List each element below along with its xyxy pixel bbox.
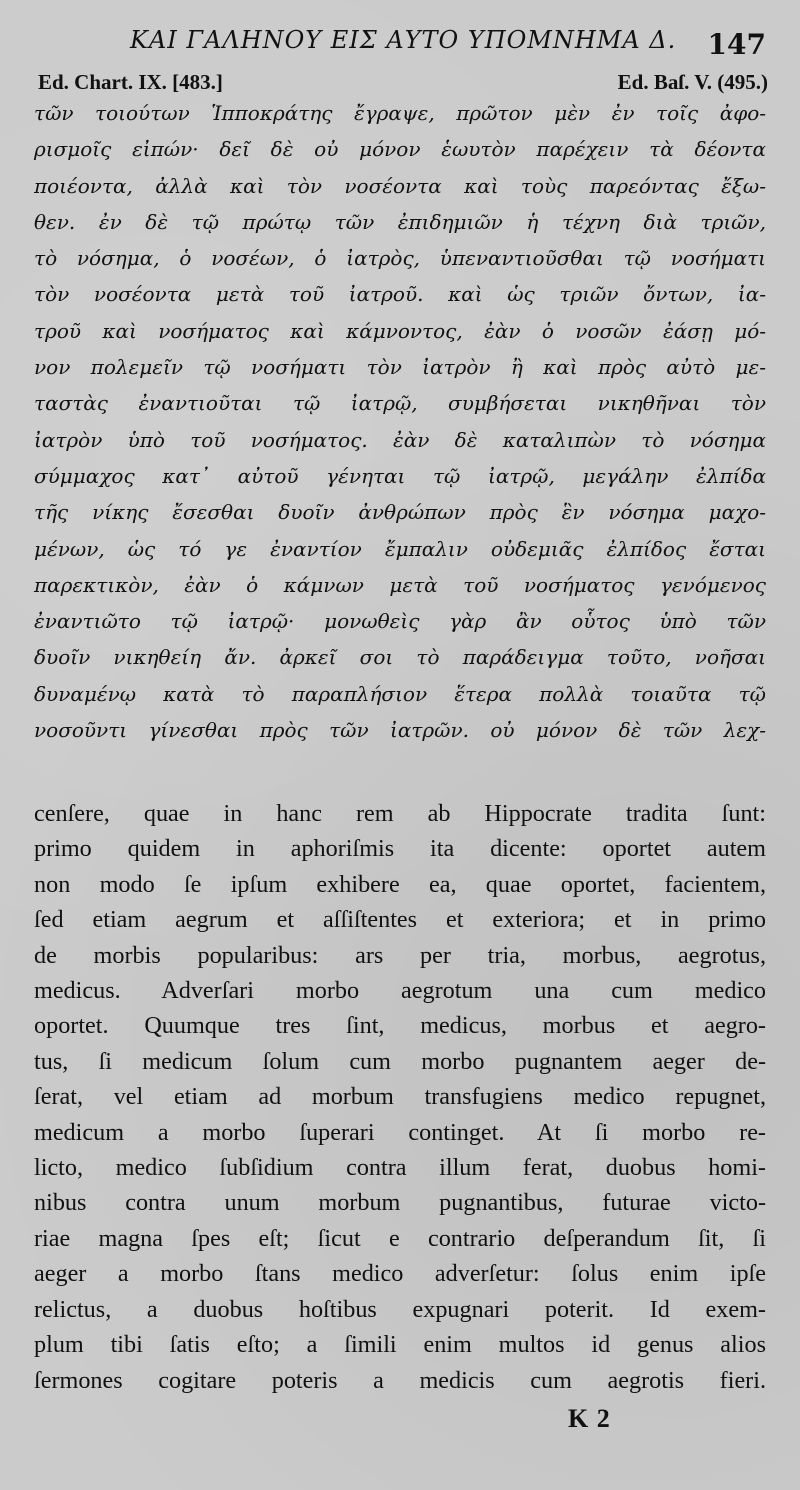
latin-text-line: primo quidem in aphoriſmis ita dicente: oportet autem [34,835,766,863]
latin-text-line: plum tibi ſatis eſto; a ſimili enim multos id genus alios [34,1331,766,1359]
edition-reference-right: Ed. Baſ. V. (495.) [617,70,768,94]
latin-text-line: medicum a morbo ſuperari continget. At ſi morbo re- [34,1118,766,1146]
latin-text-line: medicus. Adverſari morbo aegrotum una cum medico [34,977,766,1005]
latin-text-line: licto, medico ſubſidium contra illum ferat, duobus homi- [34,1154,766,1182]
latin-text-line: relictus, a duobus hoſtibus expugnari poterit. Id exem- [34,1295,766,1323]
greek-text-line: παρεκτικὸν, ἐὰν ὁ κάμνων μετὰ τοῦ νοσήματος γενόμενος [34,572,766,597]
latin-text-block [34,796,766,1398]
greek-text-line: νον πολεμεῖν τῷ νοσήματι τὸν ἰατρὸν ἢ καὶ πρὸς αὐτὸ με- [34,355,766,380]
greek-text-line: ἐναντιῶτο τῷ ἰατρῷ· μονωθεὶς γὰρ ἂν οὗτος ὑπὸ τῶν [34,609,766,634]
edition-reference-left: Ed. Chart. IX. [483.] [38,70,223,94]
greek-text-line: ποιέοντα, ἀλλὰ καὶ τὸν νοσέοντα καὶ τοὺς παρεόντας ἔξω- [34,173,766,198]
greek-text-line: θεν. ἐν δὲ τῷ πρώτῳ τῶν ἐπιδημιῶν ἡ τέχνη διὰ τριῶν, [34,209,766,234]
greek-text-line: μένων, ὡς τό γε ἐναντίον ἔμπαλιν οὐδεμιᾶς ἐλπίδος ἔσται [34,536,766,561]
greek-text-line: δυναμένῳ κατὰ τὸ παραπλήσιον ἕτερα πολλὰ τοιαῦτα τῷ [34,681,766,706]
latin-text-line: aeger a morbo ſtans medico adverſetur: ſolus enim ipſe [34,1260,766,1288]
printer-signature-mark: K 2 [568,1404,611,1433]
greek-text-line: ταστὰς ἐναντιοῦται τῷ ἰατρῷ, συμβήσεται νικηθῆναι τὸν [34,391,766,416]
page-number: 147 [707,28,766,61]
latin-text-line: ſermones cogitare poteris a medicis cum aegrotis fieri. [34,1366,766,1394]
latin-text-line: oportet. Quumque tres ſint, medicus, morbus et aegro- [34,1012,766,1040]
greek-text-line: τῶν τοιούτων Ἱπποκράτης ἔγραψε, πρῶτον μὲν ἐν τοῖς ἀφο- [34,101,766,125]
latin-text-line: ſerat, vel etiam ad morbum transfugiens medico repugnet, [34,1083,766,1111]
latin-text-line: nibus contra unum morbum pugnantibus, futurae victo- [34,1189,766,1217]
latin-text-line: de morbis popularibus: ars per tria, morbus, aegrotus, [34,941,766,969]
latin-text-line: riae magna ſpes eſt; ſicut e contrario deſperandum ſit, ſi [34,1224,766,1252]
latin-text-line: tus, ſi medicum ſolum cum morbo pugnantem aeger de- [34,1047,766,1075]
greek-text-line: σύμμαχος κατ᾽ αὐτοῦ γένηται τῷ ἰατρῷ, μεγάλην ἐλπίδα [34,463,766,488]
greek-text-line: τὸν νοσέοντα μετὰ τοῦ ἰατροῦ. καὶ ὡς τριῶν ὄντων, ἰα- [34,282,766,307]
greek-text-line: νοσοῦντι γίνεσθαι πρὸς τῶν ἰατρῶν. οὐ μόνον δὲ τῶν λεχ- [34,718,766,743]
latin-text-line: non modo ſe ipſum exhibere ea, quae oportet, facientem, [34,870,766,898]
running-title: ΚΑΙ ΓΑΛΗΝΟΥ ΕΙΣ ΑΥΤΟ ΥΠΟΜΝΗΜΑ Δ. [130,26,677,54]
latin-text-line: cenſere, quae in hanc rem ab Hippocrate tradita ſunt: [34,800,766,827]
greek-text-line: ἰατρὸν ὑπὸ τοῦ νοσήματος. ἐὰν δὲ καταλιπὼν τὸ νόσημα [34,427,766,452]
greek-text-line: τῆς νίκης ἔσεσθαι δυοῖν ἀνθρώπων πρὸς ἓν νόσημα μαχο- [34,500,766,525]
greek-text-line: ρισμοῖς εἰπών· δεῖ δὲ οὐ μόνον ἑωυτὸν παρέχειν τὰ δέοντα [34,137,766,162]
greek-text-block [34,95,766,748]
latin-text-line: ſed etiam aegrum et aſſiſtentes et exteriora; et in primo [34,906,766,934]
greek-text-line: τὸ νόσημα, ὁ νοσέων, ὁ ἰατρὸς, ὑπεναντιοῦσθαι τῷ νοσήματι [34,246,766,271]
greek-text-line: τροῦ καὶ νοσήματος καὶ κάμνοντος, ἐὰν ὁ νοσῶν ἐάσῃ μό- [34,318,766,343]
greek-text-line: δυοῖν νικηθείη ἄν. ἀρκεῖ σοι τὸ παράδειγμα τοῦτο, νοῆσαι [34,645,766,670]
